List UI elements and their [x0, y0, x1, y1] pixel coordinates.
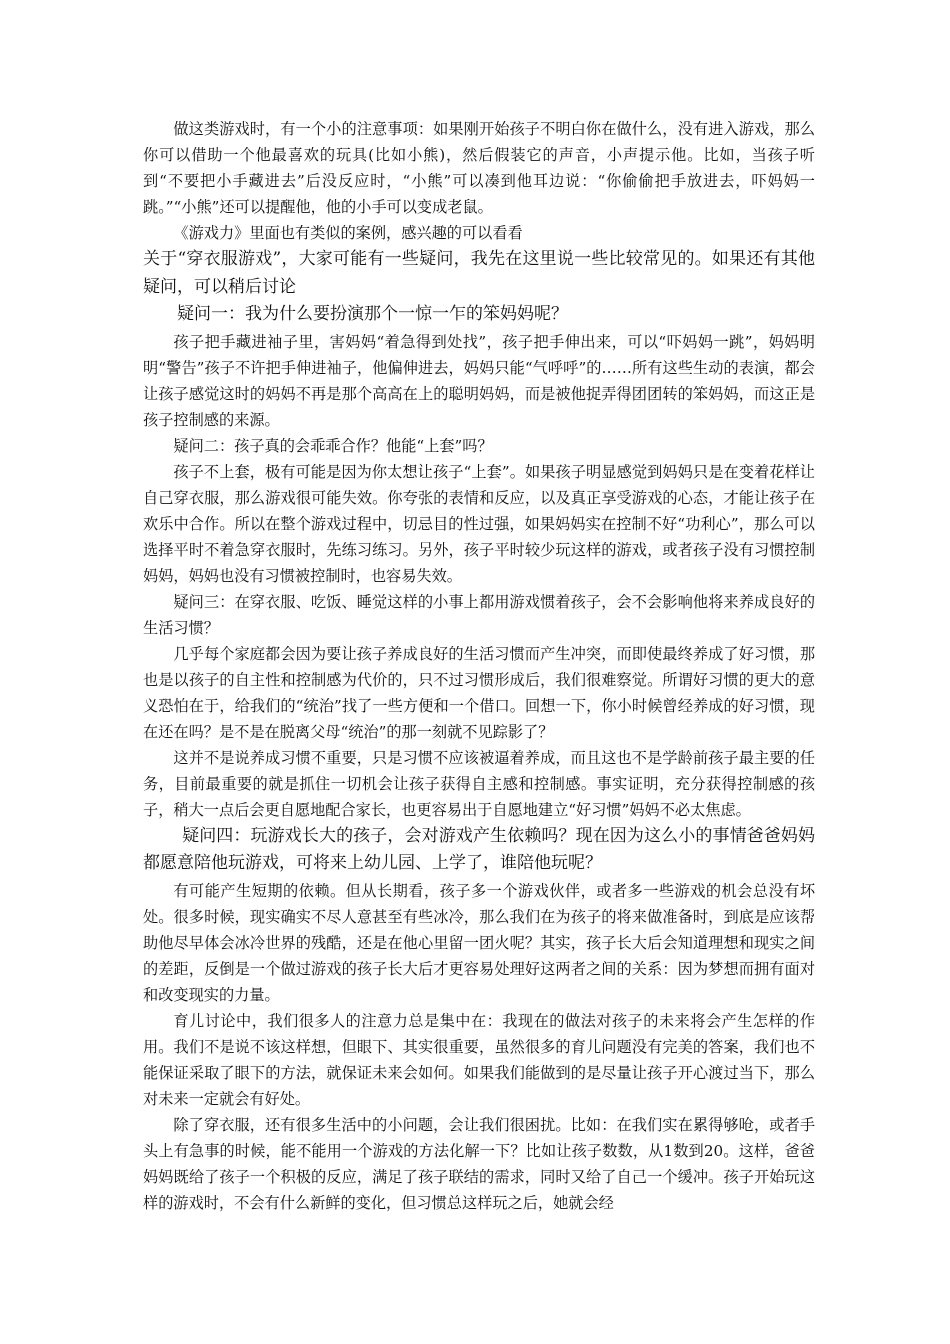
paragraph-intro-tip: 做这类游戏时，有一个小的注意事项：如果刚开始孩子不明白你在做什么，没有进入游戏，那么你可以借助一个他最喜欢的玩具(比如小熊)，然后假装它的声音，小声提示他。比如，当孩子听到“不要把小手藏进去”后没反应时，“小熊”可以凑到他耳边说：“你偷偷把手放进去，吓妈妈一跳。”“小熊”还可以提醒他，他的小手可以变成老鼠。	[143, 120, 815, 216]
answer-three-part-two: 这并不是说养成习惯不重要，只是习惯不应该被逼着养成，而且这也不是学龄前孩子最主要的任务，目前最重要的就是抓住一切机会让孩子获得自主感和控制感。事实证明，充分获得控制感的孩子，稍大一点后会更自愿地配合家长，也更容易出于自愿地建立“好习惯”妈妈不必太焦虑。	[143, 748, 815, 819]
question-two-heading: 疑问二：孩子真的会乖乖合作？他能“上套”吗？	[173, 436, 493, 455]
answer-three-part-one: 几乎每个家庭都会因为要让孩子养成良好的生活习惯而产生冲突，而即使最终养成了好习惯，那也是以孩子的自主性和控制感为代价的，只不过习惯形成后，我们很难察觉。所谓好习惯的更大的意义恐怕在于，给我们的“统治”找了一些方便和一个借口。回想一下，你小时候曾经养成的好习惯，现在还在吗？是不是在脱离父母“统治”的那一刻就不见踪影了？	[143, 644, 815, 741]
answer-one: 孩子把手藏进袖子里，害妈妈“着急得到处找”，孩子把手伸出来，可以“吓妈妈一跳”，妈妈明明“警告”孩子不许把手伸进袖子，他偏伸进去，妈妈只能“气呼呼”的……所有这些生动的表演，都会让孩子感觉这时的妈妈不再是那个高高在上的聪明妈妈，而是被他捉弄得团团转的笨妈妈，而这正是孩子控制感的来源。	[143, 332, 815, 429]
paragraph-faq-intro: 关于“穿衣服游戏”，大家可能有一些疑问，我先在这里说一些比较常见的。如果还有其他疑问，可以稍后讨论	[143, 249, 815, 297]
question-four-heading: 疑问四：玩游戏长大的孩子，会对游戏产生依赖吗？现在因为这么小的事情爸爸妈妈都愿意陪他玩游戏，可将来上幼儿园、上学了，谁陪他玩呢？	[143, 825, 815, 873]
answer-two: 孩子不上套，极有可能是因为你太想让孩子“上套”。如果孩子明显感觉到妈妈只是在变着花样让自己穿衣服，那么游戏很可能失效。你夸张的表情和反应，以及真正享受游戏的心态，才能让孩子在欢乐中合作。所以在整个游戏过程中，切忌目的性过强，如果妈妈实在控制不好“功利心”，那么可以选择平时不着急穿衣服时，先练习练习。另外，孩子平时较少玩这样的游戏，或者孩子没有习惯控制妈妈，妈妈也没有习惯被控制时，也容易失效。	[143, 462, 815, 585]
answer-four-part-two: 育儿讨论中，我们很多人的注意力总是集中在：我现在的做法对孩子的未来将会产生怎样的作用。我们不是说不该这样想，但眼下、其实很重要，虽然很多的育儿问题没有完美的答案，我们也不能保证采取了眼下的方法，就保证未来会如何。如果我们能做到的是尽量让孩子开心渡过当下，那么对未来一定就会有好处。	[143, 1011, 815, 1108]
document-page	[143, 116, 815, 1216]
paragraph-book-reference: 《游戏力》里面也有类似的案例，感兴趣的可以看看	[173, 224, 523, 242]
question-one-heading: 疑问一：我为什么要扮演那个一惊一乍的笨妈妈呢？	[177, 304, 568, 324]
paragraph-other-problems: 除了穿衣服，还有很多生活中的小问题，会让我们很困扰。比如：在我们实在累得够呛，或者手头上有急事的时候，能不能用一个游戏的方法化解一下？比如让孩子数数，从1数到20。这样，爸爸妈妈既给了孩子一个积极的反应，满足了孩子联结的需求，同时又给了自己一个缓冲。孩子开始玩这样的游戏时，不会有什么新鲜的变化，但习惯总这样玩之后，她就会经	[143, 1115, 815, 1212]
answer-four-part-one: 有可能产生短期的依赖。但从长期看，孩子多一个游戏伙伴，或者多一些游戏的机会总没有坏处。很多时候，现实确实不尽人意甚至有些冰冷，那么我们在为孩子的将来做准备时，到底是应该帮助他尽早体会冰冷世界的残酷，还是在他心里留一团火呢？其实，孩子长大后会知道理想和现实之间的差距，反倒是一个做过游戏的孩子长大后才更容易处理好这两者之间的关系：因为梦想而拥有面对和改变现实的力量。	[143, 881, 815, 1004]
question-three-heading: 疑问三：在穿衣服、吃饭、睡觉这样的小事上都用游戏惯着孩子，会不会影响他将来养成良好的生活习惯？	[143, 592, 815, 637]
